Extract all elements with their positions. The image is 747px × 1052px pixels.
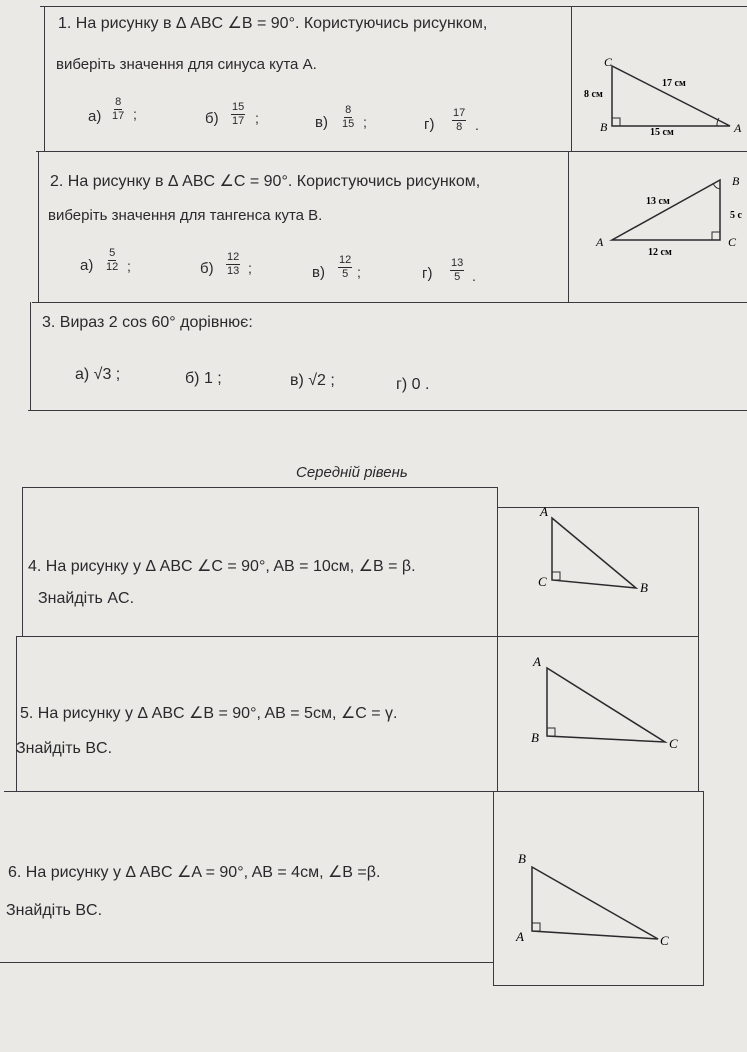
table-border: [28, 410, 747, 411]
fraction: [106, 247, 118, 274]
question-text: Знайдіть BC.: [16, 740, 113, 757]
table-border: [4, 791, 704, 792]
separator: ;: [127, 258, 131, 274]
table-border: [703, 791, 704, 986]
table-border: [44, 6, 45, 152]
option: а) √3 ;: [75, 366, 121, 383]
table-border: [38, 151, 39, 303]
vertex-label: C: [728, 235, 737, 249]
vertex-label: A: [596, 235, 604, 249]
separator: .: [475, 117, 479, 133]
triangle-figure: [580, 52, 747, 142]
separator: ;: [363, 114, 367, 130]
denominator: 17: [112, 110, 125, 122]
denominator: 17: [232, 115, 245, 127]
question-text: 2. На рисунку в Δ ABC ∠C = 90°. Користуючись рисунком,: [50, 173, 481, 190]
vertex-label: B: [732, 174, 740, 188]
table-border: [36, 151, 747, 152]
vertex-label: C: [538, 574, 547, 589]
vertex-label: B: [640, 580, 648, 595]
table-border: [32, 302, 747, 303]
triangle-figure: [590, 170, 747, 260]
question-text: Знайдіть BC.: [6, 902, 103, 919]
separator: ;: [248, 260, 252, 276]
table-border: [22, 487, 498, 488]
triangle-figure: [530, 500, 660, 600]
vertex-label: A: [516, 929, 524, 944]
fraction: [112, 96, 124, 123]
vertex-label: C: [660, 933, 669, 948]
table-border: [698, 507, 699, 792]
question-text: 3. Вираз 2 cos 60° дорівнює:: [42, 314, 253, 331]
fraction: [452, 107, 466, 134]
numerator: 5: [109, 247, 116, 259]
table-border: [22, 487, 23, 637]
question-text: 1. На рисунку в Δ ABC ∠B = 90°. Користуючись рисунком,: [58, 15, 488, 32]
option-letter: г): [422, 265, 433, 282]
table-border: [16, 636, 698, 637]
vertex-label: A: [734, 121, 742, 135]
table-border: [493, 791, 494, 986]
section-title: Середній рівень: [296, 464, 408, 481]
table-border: [40, 6, 747, 7]
numerator: 17: [453, 107, 466, 119]
table-border: [30, 302, 31, 411]
option-letter: в): [315, 114, 328, 131]
vertex-label: B: [531, 730, 539, 745]
separator: ;: [133, 106, 137, 122]
option-letter: в): [312, 264, 325, 281]
side-length: 17 см: [662, 78, 686, 89]
side-length: 13 см: [646, 196, 670, 207]
fraction: [338, 254, 352, 281]
side-length: 15 см: [650, 127, 674, 138]
table-border: [494, 985, 704, 986]
option-letter: б): [200, 260, 214, 277]
side-length: 12 см: [648, 247, 672, 258]
vertex-label: C: [604, 55, 613, 69]
denominator: 15: [342, 118, 355, 130]
option: в) √2 ;: [290, 372, 335, 389]
vertex-label: C: [669, 736, 678, 751]
table-border: [568, 151, 569, 303]
separator: ;: [357, 264, 361, 280]
numerator: 13: [451, 257, 464, 269]
fraction: [450, 257, 464, 284]
numerator: 12: [339, 254, 352, 266]
triangle-figure: [510, 845, 685, 955]
question-text: 5. На рисунку у Δ ABC ∠B = 90°, AB = 5см, ∠C = γ.: [20, 705, 398, 722]
numerator: 8: [345, 104, 352, 116]
option: г) 0 .: [396, 376, 430, 393]
table-border: [571, 6, 572, 152]
denominator: 13: [227, 265, 240, 277]
numerator: 8: [115, 96, 122, 108]
triangle-figure: [525, 650, 678, 760]
vertex-label: B: [518, 851, 526, 866]
denominator: 12: [106, 261, 119, 273]
vertex-label: B: [600, 120, 608, 134]
denominator: 8: [456, 121, 463, 133]
option: б) 1 ;: [185, 370, 222, 387]
fraction: [226, 251, 240, 278]
table-border: [16, 636, 17, 792]
option-letter: а): [88, 108, 102, 125]
option-letter: а): [80, 257, 94, 274]
question-text: 6. На рисунку у Δ ABC ∠A = 90°, AB = 4см, ∠B =β.: [8, 864, 381, 881]
question-text: 4. На рисунку у Δ ABC ∠C = 90°, AB = 10см, ∠B = β.: [28, 558, 416, 575]
numerator: 12: [227, 251, 240, 263]
denominator: 5: [342, 268, 349, 280]
fraction: [342, 104, 354, 131]
side-length: 5 с: [730, 210, 742, 221]
question-text: Знайдіть AC.: [38, 590, 135, 607]
separator: ;: [255, 110, 259, 126]
vertex-label: A: [540, 504, 548, 519]
table-border: [497, 487, 498, 792]
option-letter: б): [205, 110, 219, 127]
vertex-label: A: [533, 654, 541, 669]
denominator: 5: [454, 271, 461, 283]
table-border: [0, 962, 494, 963]
side-length: 8 см: [584, 89, 603, 100]
question-text: виберіть значення для тангенса кута В.: [48, 207, 323, 224]
numerator: 15: [232, 101, 245, 113]
fraction: [231, 101, 245, 128]
option-letter: г): [424, 116, 435, 133]
separator: .: [472, 268, 476, 284]
question-text: виберіть значення для синуса кута А.: [56, 56, 317, 73]
